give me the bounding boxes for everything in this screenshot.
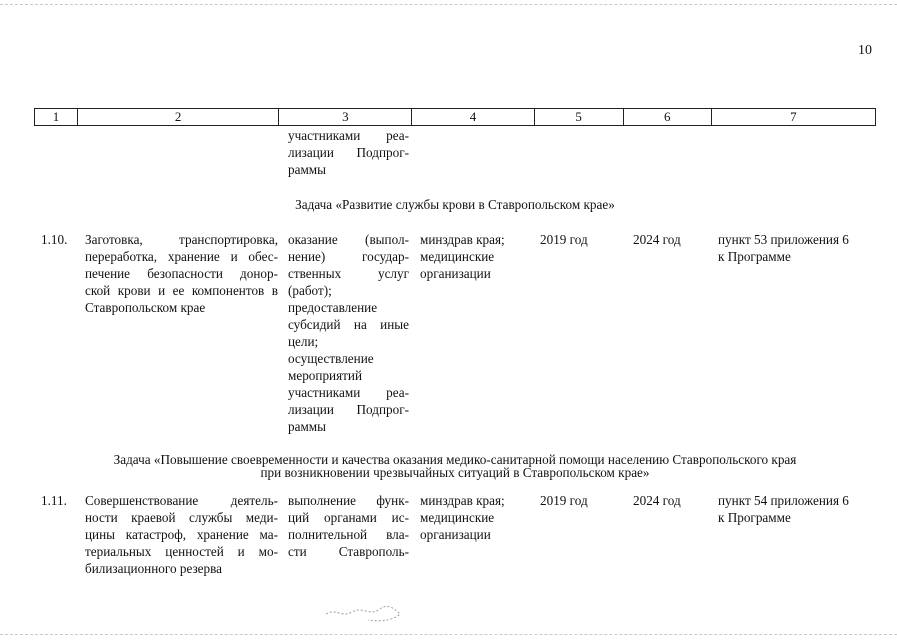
column-header-6: 6 [623,109,711,126]
column-header-7: 7 [711,109,875,126]
column-header-4: 4 [412,109,534,126]
continuation-type-cell: участниками реа- лизации Подпрог- раммы [288,128,409,177]
activity-type-cell: оказание (выпол- нение) государ- ственных услуг (работ); предоставление субсидий на иные цели; осуществление мероприятий участниками реа- лизации Подпрог- раммы [288,232,409,434]
row-number: 1.10. [41,232,68,247]
activity-name-cell: Заготовка, транспортировка, переработка, хранение и обес- печение безопасности донор- ской крови и ее компонентов в Ставропольском крае [85,232,278,315]
start-year: 2019 год [540,232,588,247]
page-number: 10 [858,43,872,58]
column-header-row [35,109,876,126]
scan-edge-bottom [0,634,897,635]
column-header-5: 5 [534,109,623,126]
executor-cell: минздрав края; медицинские организации [420,232,505,281]
end-year: 2024 год [633,232,681,247]
handwritten-mark-icon [322,600,406,626]
column-header-table [34,108,876,126]
start-year: 2019 год [540,493,588,508]
scan-edge-top [0,4,897,5]
activity-name-cell: Совершенствование деятель- ности краевой службы меди- цины катастроф, хранение ма- териальных ценностей и мо- билизационного резерва [85,493,278,576]
row-number: 1.11. [41,493,67,508]
column-header-1: 1 [35,109,78,126]
task-heading-blood-service: Задача «Развитие службы крови в Ставропольском крае» [295,197,615,212]
activity-type-cell: выполнение функ- ций органами ис- полнительной вла- сти Ставрополь- [288,493,409,559]
program-reference-cell: пункт 53 приложения 6 к Программе [718,232,849,264]
program-reference-cell: пункт 54 приложения 6 к Программе [718,493,849,525]
end-year: 2024 год [633,493,681,508]
executor-cell: минздрав края; медицинские организации [420,493,505,542]
task-heading-emergency-medicine: Задача «Повышение своевременности и качества оказания медико-санитарной помощи населению Ставропольского края при возникновении чрезвычайных ситуаций в Ставропольском крае» [113,452,797,480]
column-header-3: 3 [279,109,412,126]
column-header-2: 2 [78,109,279,126]
